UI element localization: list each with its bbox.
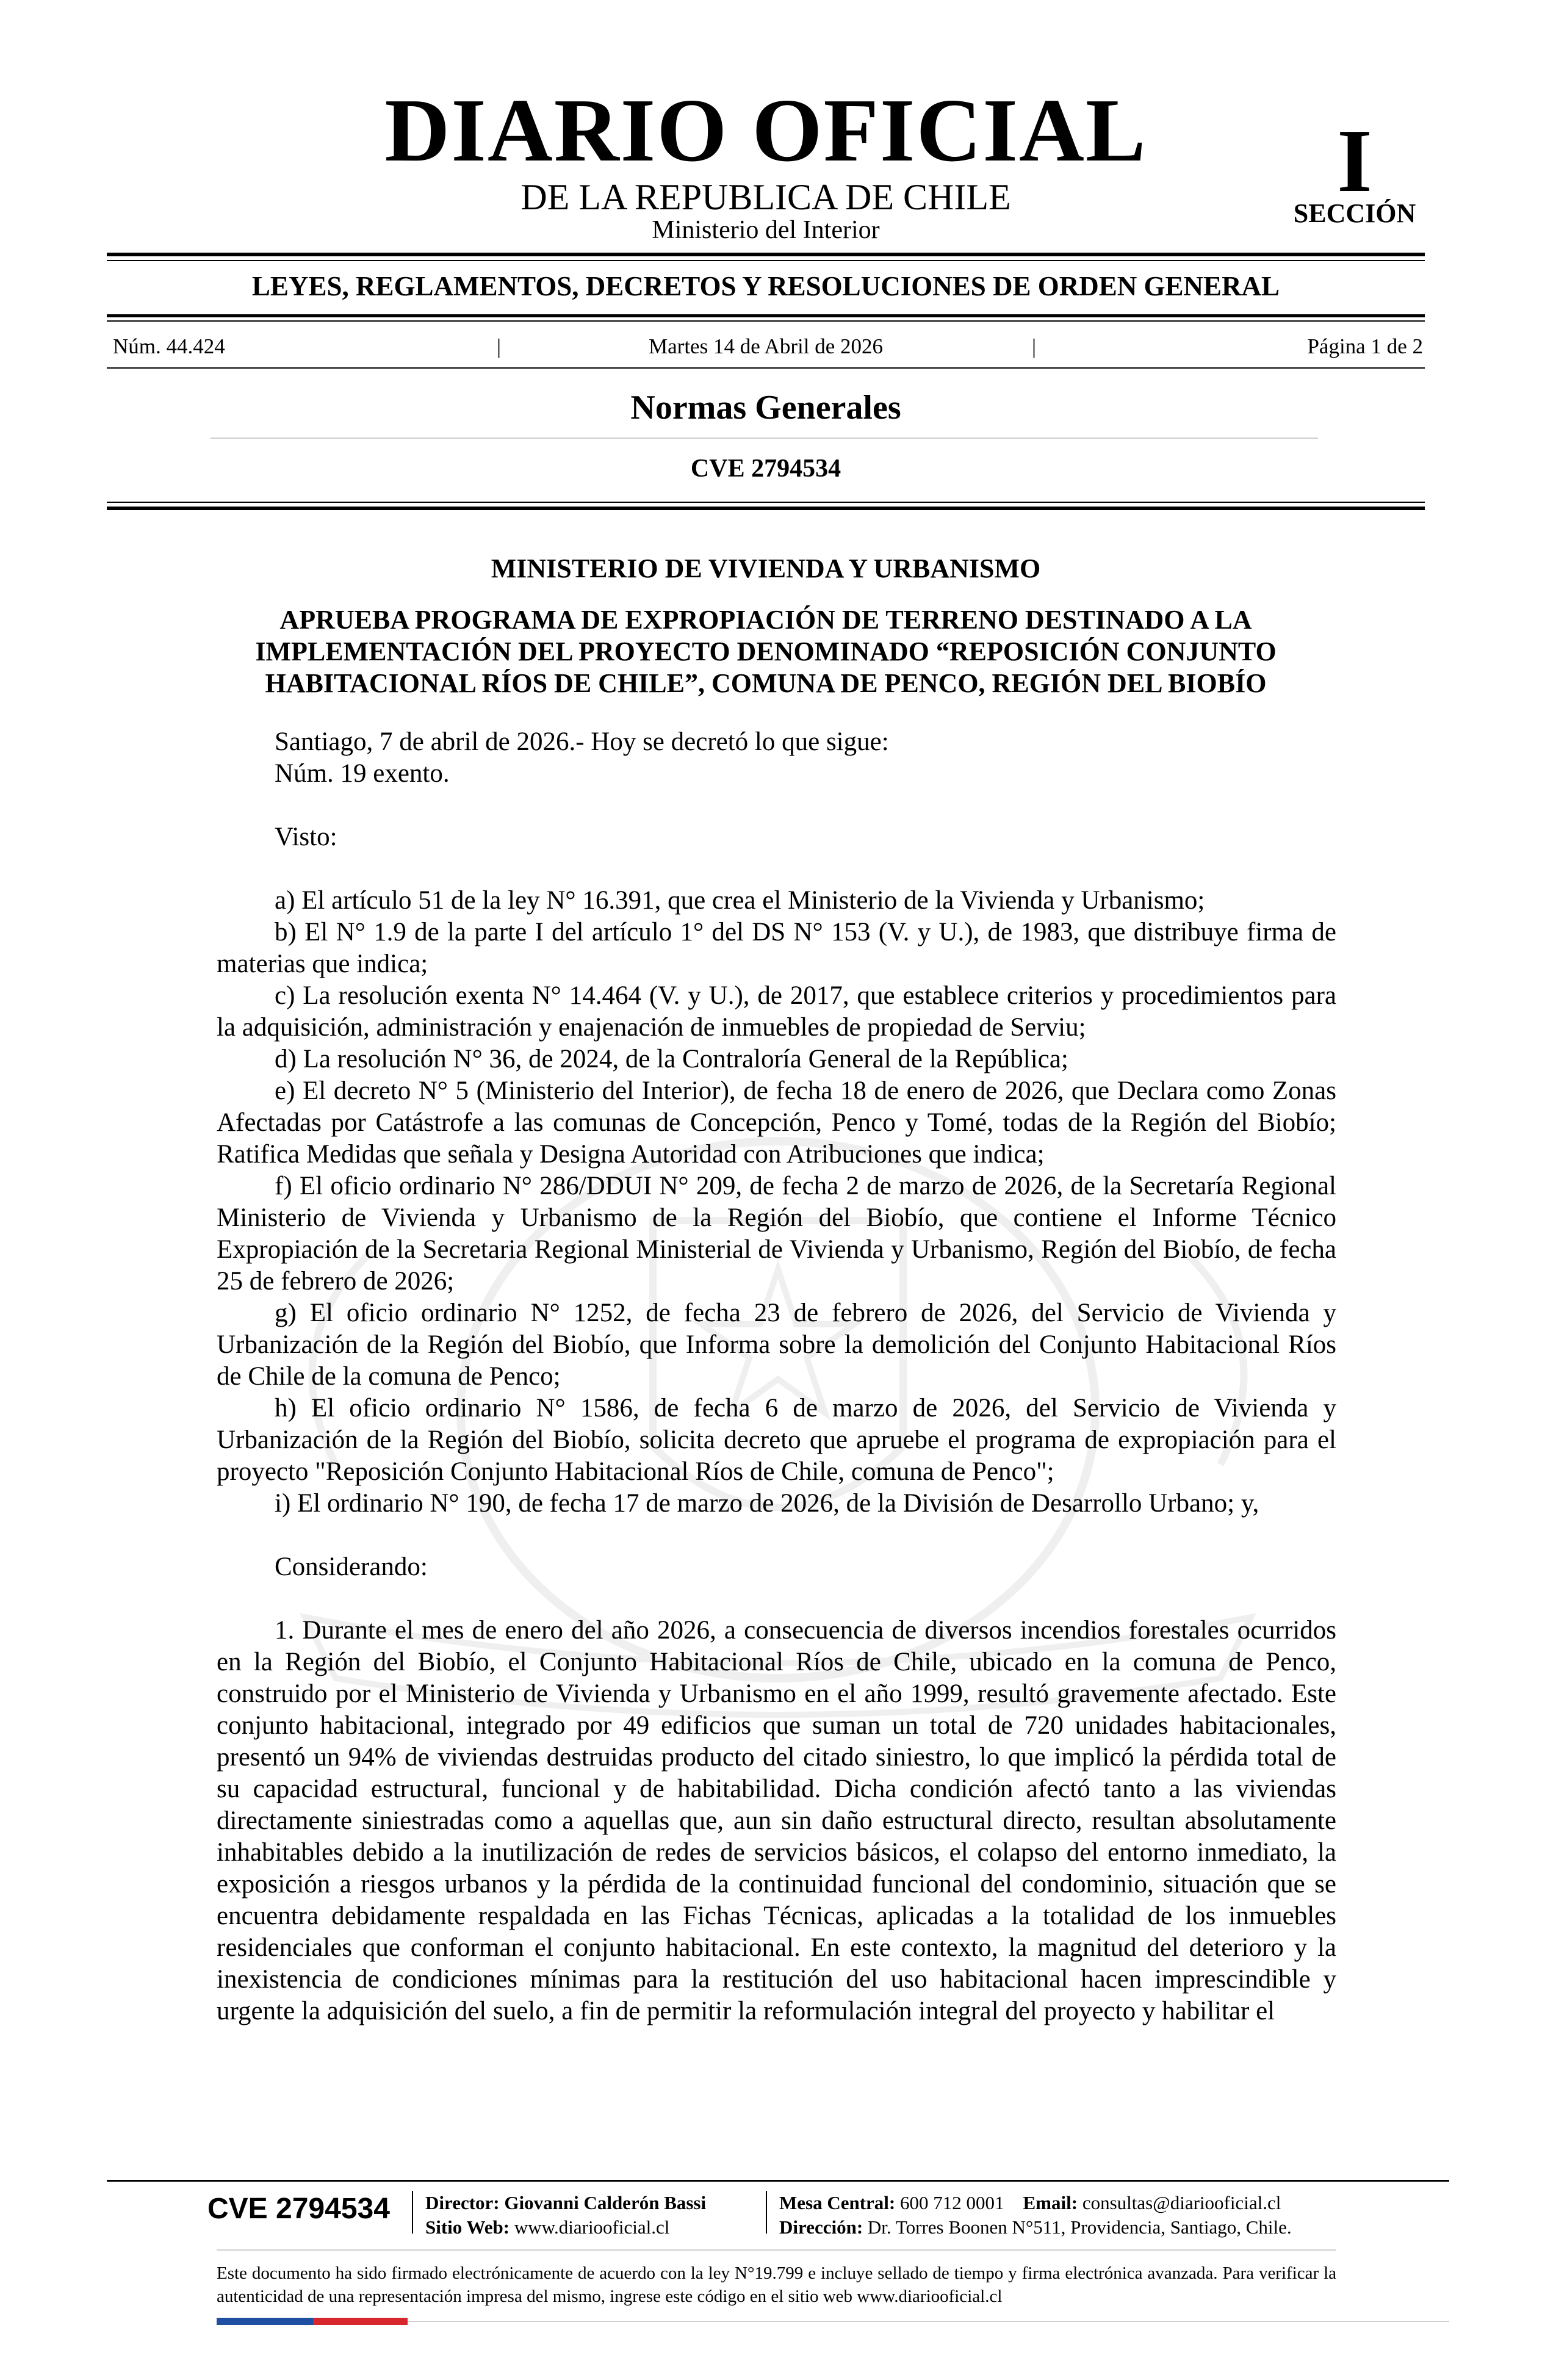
considerando-paragraph: 1. Durante el mes de enero del año 2026, a consecuencia de diversos incendios forestales ocurridos en la Región del Biobío, el Conjunto Habitacional Ríos de Chile, ubicado en la comuna de Penco, construido por el Ministerio de Vivienda y Urbanismo en el año 1999, resultó gravemente afectado. Este conjunto habitacional, integrado por 49 edificios que suman un total de 720 unidades habitacionales, presentó un 94% de viviendas destruidas producto del citado siniestro, lo que implicó la pérdida total de su capacidad estructural, funcional y de habitabilidad. Dicha condición afectó tanto a las viviendas directamente siniestradas como a aquellas que, aun sin daño estructural directo, resultan absolutamente inhabitables debido a la inutilización de redes de servicios básicos, el colapso del entorno inmediato, la exposición a riesgos urbanos y la pérdida de la continuidad funcional del condominio, situación que se encuentra debidamente respaldada en las Fichas Técnicas, aplicadas a la totalidad de los inmuebles residenciales que conforman el conjunto habitacional. En este contexto, la magnitud del deterioro y la inexistencia de condiciones mínimas para la restitución del uso habitacional hacen imprescindible y urgente la adquisición del suelo, a fin de permitir la reformulación integral del proyecto y habilitar el — [217, 1616, 1336, 2025]
spacer — [217, 1520, 1336, 1551]
place-date: Santiago, 7 de abril de 2026.- Hoy se decretó lo que sigue: — [275, 727, 889, 756]
footer-divider — [412, 2191, 413, 2234]
footer-director: Director: Giovanni Calderón Bassi — [425, 2192, 707, 2213]
masthead-subtitle: DE LA REPUBLICA DE CHILE — [520, 177, 1011, 217]
issue-date: Martes 14 de Abril de 2026 — [649, 334, 883, 358]
masthead-ministry: Ministerio del Interior — [652, 216, 880, 244]
category-rule-thin — [107, 320, 1425, 322]
footer-contact-info — [779, 2191, 1292, 2240]
decree-title-line: IMPLEMENTACIÓN DEL PROYECTO DENOMINADO “REPOSICIÓN CONJUNTO — [255, 636, 1277, 666]
visto-item: f) El oficio ordinario N° 286/DDUI N° 209, de fecha 2 de marzo de 2026, de la Secretaría Regional Ministerio de Vivienda y Urbanismo de la Región del Biobío, que contiene el Informe Técnico Expropiación de la Secretaria Regional Ministerial de Vivienda y Urbanismo, Región del Biobío, de fecha 25 de febrero de 2026; — [217, 1172, 1336, 1296]
flag-stripe-red — [313, 2318, 408, 2325]
footer-publisher-info — [425, 2191, 706, 2240]
footer-cve-code: CVE 2794534 — [207, 2193, 390, 2225]
section-label: SECCIÓN — [1293, 198, 1416, 228]
section-rule-thin — [107, 502, 1425, 503]
visto-item: b) El N° 1.9 de la parte I del artículo 1° del DS N° 153 (V. y U.), de 1983, que distribuye firma de materias que indica; — [217, 918, 1336, 978]
masthead-rule-thin — [107, 260, 1425, 261]
section-heading-rule — [211, 438, 1318, 439]
category-rule-thick — [107, 314, 1425, 317]
flag-stripe-rule — [408, 2321, 1449, 2322]
issuing-ministry: MINISTERIO DE VIVIENDA Y URBANISMO — [491, 554, 1041, 583]
visto-item: d) La resolución N° 36, de 2024, de la Contraloría General de la República; — [275, 1045, 1068, 1073]
footer-rule — [107, 2180, 1449, 2182]
masthead-rule-thick — [107, 253, 1425, 256]
section-number: I — [1337, 111, 1372, 211]
visto-item: i) El ordinario N° 190, de fecha 17 de marzo de 2026, de la División de Desarrollo Urbano; y, — [275, 1489, 1259, 1518]
visto-item: h) El oficio ordinario N° 1586, de fecha 6 de marzo de 2026, del Servicio de Vivienda y Urbanización de la Región del Biobío, solicita decreto que apruebe el programa de expropiación para el proyecto "Reposición Conjunto Habitacional Ríos de Chile, comuna de Penco"; — [217, 1394, 1336, 1486]
visto-label: Visto: — [275, 823, 337, 851]
decree-title-line: APRUEBA PROGRAMA DE EXPROPIACIÓN DE TERRENO DESTINADO A LA — [279, 605, 1252, 635]
footer-disclaimer-rule — [217, 2249, 1336, 2251]
info-separator: | — [497, 334, 502, 358]
decree-title-line: HABITACIONAL RÍOS DE CHILE”, COMUNA DE PENCO, REGIÓN DEL BIOBÍO — [265, 668, 1267, 698]
footer-address: Dirección: Dr. Torres Boonen N°511, Providencia, Santiago, Chile. — [779, 2216, 1292, 2238]
cve-code: CVE 2794534 — [690, 455, 841, 483]
section-heading: Normas Generales — [630, 389, 901, 427]
visto-item: g) El oficio ordinario N° 1252, de fecha 23 de febrero de 2026, del Servicio de Vivienda y Urbanización de la Región del Biobío, que Informa sobre la demolición del Conjunto Habitacional Ríos de Chile de la comuna de Penco; — [217, 1299, 1336, 1391]
issue-number: Núm. 44.424 — [113, 334, 225, 358]
footer-phone-email: Mesa Central: 600 712 0001 Email: consultas@diariooficial.cl — [779, 2192, 1281, 2213]
page-number: Página 1 de 2 — [1307, 334, 1423, 358]
spacer — [217, 790, 1336, 821]
spacer — [217, 1583, 1336, 1615]
visto-item: c) La resolución exenta N° 14.464 (V. y U.), de 2017, que establece criterios y procedimientos para la adquisición, administración y enajenación de inmuebles de propiedad de Serviu; — [217, 981, 1336, 1042]
section-rule-thick — [107, 507, 1425, 510]
info-rule — [107, 367, 1425, 369]
decree-number: Núm. 19 exento. — [275, 759, 450, 788]
visto-item: a) El artículo 51 de la ley N° 16.391, que crea el Ministerio de la Vivienda y Urbanismo; — [275, 886, 1205, 915]
flag-stripe-blue — [217, 2318, 313, 2325]
masthead-title: DIARIO OFICIAL — [384, 81, 1147, 181]
footer-divider — [766, 2191, 767, 2234]
website-link[interactable]: www.diariooficial.cl — [514, 2216, 670, 2238]
footer-website: Sitio Web: www.diariooficial.cl — [425, 2216, 670, 2238]
footer-disclaimer: Este documento ha sido firmado electrónicamente de acuerdo con la ley N°19.799 e incluye sellado de tiempo y firma electrónica avanzada. Para verificar la autenticidad de una representación impresa del mismo, ingrese este código en el sitio web www.diariooficial.cl — [217, 2263, 1336, 2306]
category-heading: LEYES, REGLAMENTOS, DECRETOS Y RESOLUCIONES DE ORDEN GENERAL — [251, 271, 1280, 301]
info-separator: | — [1032, 334, 1037, 358]
decree-title — [183, 604, 1349, 699]
spacer — [217, 853, 1336, 885]
email-link[interactable]: consultas@diariooficial.cl — [1082, 2192, 1281, 2213]
considerando-label: Considerando: — [275, 1552, 428, 1581]
decree-body — [217, 726, 1336, 2027]
visto-item: e) El decreto N° 5 (Ministerio del Interior), de fecha 18 de enero de 2026, que Declara como Zonas Afectadas por Catástrofe a las comunas de Concepción, Penco y Tomé, todas de la Región del Biobío; Ratifica Medidas que señala y Designa Autoridad con Atribuciones que indica; — [217, 1076, 1336, 1169]
